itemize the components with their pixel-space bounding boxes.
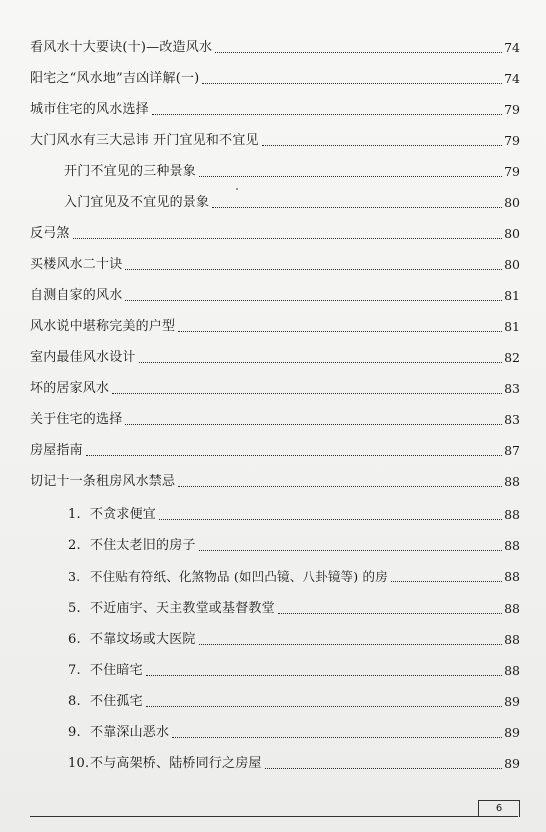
dot-leader [178, 485, 502, 487]
toc-subentry [68, 626, 520, 648]
toc-entry-page: 88 [504, 601, 520, 616]
dot-leader [202, 82, 502, 84]
toc-entry-page: 89 [504, 694, 520, 709]
toc-entry-page: 88 [504, 569, 520, 584]
toc-entry [30, 65, 520, 87]
toc-entry-page: 74 [504, 71, 520, 86]
toc-subentry-title [68, 601, 275, 617]
toc-entry-title: 大门风水有三大忌讳 开门宜见和不宜见 [30, 133, 259, 148]
toc-entry [30, 34, 520, 56]
toc-entry-title: 风水说中堪称完美的户型 [30, 319, 176, 334]
dot-leader [152, 113, 502, 115]
toc-entry-page: 79 [504, 133, 520, 148]
toc-entry-page: 89 [504, 725, 520, 740]
dot-leader [172, 736, 502, 738]
toc-entry [30, 251, 520, 273]
dot-leader [86, 454, 502, 456]
toc-subentry-title [68, 694, 143, 710]
toc-subentry [68, 532, 520, 554]
toc-entry-page: 83 [504, 412, 520, 427]
toc-subentry [68, 719, 520, 741]
dot-leader [125, 423, 502, 425]
toc-entry-title: 房屋指南 [30, 443, 83, 458]
toc-subentry [68, 595, 520, 617]
toc-entry-title: 阳宅之“风水地”吉凶详解(一) [30, 71, 200, 86]
toc-subentry-text: 不住太老旧的房子 [90, 538, 196, 553]
toc-subentry-number: 9. [68, 725, 81, 740]
toc-subentry [68, 657, 520, 679]
toc-entry [30, 313, 520, 335]
toc-entry-title: 看风水十大要诀(十)—改造风水 [30, 40, 213, 55]
toc-subentry-text: 不靠深山恶水 [90, 725, 170, 740]
toc-subentry [68, 750, 520, 772]
toc-entry-page: 88 [504, 538, 520, 553]
toc-subentry-title [68, 569, 388, 585]
toc-entry-page: 83 [504, 381, 520, 396]
toc-entry-title: 坏的居家风水 [30, 381, 110, 396]
toc-subentry-number: 6. [68, 632, 81, 647]
toc-subentry [68, 501, 520, 523]
toc-subentry-title [68, 663, 143, 679]
toc-entry-page: 87 [504, 443, 520, 458]
footer-rule [30, 816, 518, 817]
toc-subentry-title [68, 538, 196, 554]
toc-entry-title: 室内最佳风水设计 [30, 350, 136, 365]
toc-subentry-text: 不靠坟场或大医院 [90, 632, 196, 647]
toc-subentry-number: 10. [68, 756, 90, 771]
toc-entry-title: 开门不宜见的三种景象 [64, 164, 197, 179]
toc-entry-title: 买楼风水二十诀 [30, 257, 123, 272]
dot-leader [159, 518, 502, 520]
toc-subentry-text: 不与高架桥、陆桥同行之房屋 [90, 756, 262, 771]
toc-subentry-text: 不贪求便宜 [90, 507, 157, 522]
dot-leader [391, 580, 502, 582]
toc-entry [30, 375, 520, 397]
dot-leader [146, 705, 502, 707]
page-number-box: 6 [478, 800, 520, 817]
dot-leader [199, 643, 502, 645]
dot-leader [215, 51, 502, 53]
toc-subentry-number: 3. [68, 569, 81, 584]
toc-subentry-title [68, 507, 156, 523]
toc-entry-page: 88 [504, 474, 520, 489]
dot-leader [139, 361, 502, 363]
toc-subentry-text: 不近庙宇、天主教堂或基督教堂 [90, 601, 275, 616]
toc-entry-page: 88 [504, 507, 520, 522]
toc-entry [64, 158, 520, 180]
toc-entry [30, 282, 520, 304]
toc-subentry-title [68, 756, 262, 772]
dot-leader [199, 175, 502, 177]
toc-entry-page: 82 [504, 350, 520, 365]
toc-entry-title: 城市住宅的风水选择 [30, 102, 149, 117]
toc-entry-title: 切记十一条租房风水禁忌 [30, 474, 176, 489]
toc-entry [30, 406, 520, 428]
toc-entry [64, 189, 520, 211]
toc-entry-page: 81 [504, 319, 520, 334]
toc-subentry [68, 688, 520, 710]
toc-entry-title: 反弓煞 [30, 226, 70, 241]
toc-entry-page: 80 [504, 257, 520, 272]
dot-leader [278, 612, 502, 614]
toc-entry-page: 79 [504, 102, 520, 117]
toc-entry-page: 81 [504, 288, 520, 303]
toc-subentry-number: 1. [68, 507, 81, 522]
toc-entry-title: 关于住宅的选择 [30, 412, 123, 427]
toc-subentry-number: 8. [68, 694, 81, 709]
toc-entry-page: 88 [504, 663, 520, 678]
toc-entry [30, 127, 520, 149]
toc-entry-title: 入门宜见及不宜见的景象 [64, 195, 210, 210]
toc-subentry-text: 不住暗宅 [90, 663, 143, 678]
toc-entry [30, 344, 520, 366]
dot-leader [265, 767, 502, 769]
toc-entry-page: 89 [504, 756, 520, 771]
toc-subentry-title [68, 632, 196, 648]
toc-entry-page: 80 [504, 195, 520, 210]
dot-leader [112, 392, 502, 394]
dot-leader [73, 237, 502, 239]
dot-leader [199, 549, 502, 551]
toc-entry-page: 80 [504, 226, 520, 241]
toc-subentry-title [68, 725, 169, 741]
toc-subentry-text: 不住贴有符纸、化煞物品 (如凹凸镜、八卦镜等) 的房 [90, 569, 388, 584]
toc-entry-page: 74 [504, 40, 520, 55]
toc-entry [30, 468, 520, 490]
dot-leader [146, 674, 502, 676]
toc-subentry-number: 7. [68, 663, 81, 678]
toc-subentry-number: 2. [68, 538, 81, 553]
toc-subentry-number: 5. [68, 601, 81, 616]
toc-entry [30, 96, 520, 118]
dot-leader [178, 330, 502, 332]
toc-entry [30, 437, 520, 459]
dot-leader [125, 299, 502, 301]
toc-entry-page: 88 [504, 632, 520, 647]
toc-subentry [68, 563, 520, 585]
dot-leader [262, 144, 502, 146]
toc-subentry-text: 不住孤宅 [90, 694, 143, 709]
toc-entry-page: 79 [504, 164, 520, 179]
dot-leader [125, 268, 502, 270]
toc-entry-title: 自测自家的风水 [30, 288, 123, 303]
toc-entry [30, 220, 520, 242]
dot-leader [212, 206, 502, 208]
